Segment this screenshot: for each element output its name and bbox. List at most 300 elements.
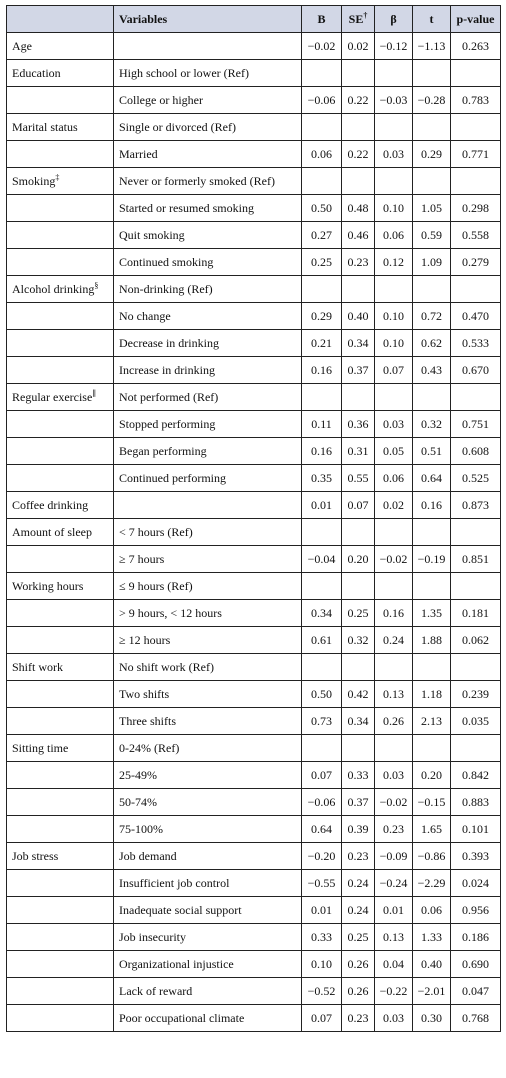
b-cell: −0.55 bbox=[302, 870, 342, 897]
p-value-cell: 0.690 bbox=[451, 951, 501, 978]
beta-cell: 0.13 bbox=[375, 924, 413, 951]
b-cell: 0.01 bbox=[302, 492, 342, 519]
t-cell: 0.51 bbox=[413, 438, 451, 465]
p-value-cell: 0.771 bbox=[451, 141, 501, 168]
p-value-cell bbox=[451, 573, 501, 600]
group-cell bbox=[7, 627, 114, 654]
beta-cell bbox=[375, 114, 413, 141]
b-cell: 0.16 bbox=[302, 438, 342, 465]
b-cell: −0.06 bbox=[302, 87, 342, 114]
b-cell: 0.61 bbox=[302, 627, 342, 654]
variable-cell: Three shifts bbox=[114, 708, 302, 735]
beta-cell bbox=[375, 168, 413, 195]
se-cell: 0.34 bbox=[342, 330, 375, 357]
variable-cell: Continued smoking bbox=[114, 249, 302, 276]
p-value-cell: 0.873 bbox=[451, 492, 501, 519]
se-cell: 0.36 bbox=[342, 411, 375, 438]
se-cell: 0.37 bbox=[342, 789, 375, 816]
t-cell: 0.40 bbox=[413, 951, 451, 978]
table-row bbox=[7, 600, 501, 627]
se-cell: 0.46 bbox=[342, 222, 375, 249]
group-cell bbox=[7, 708, 114, 735]
variable-cell: Insufficient job control bbox=[114, 870, 302, 897]
p-value-cell: 0.533 bbox=[451, 330, 501, 357]
beta-cell: 0.26 bbox=[375, 708, 413, 735]
variable-cell: College or higher bbox=[114, 87, 302, 114]
b-cell bbox=[302, 573, 342, 600]
t-cell bbox=[413, 384, 451, 411]
variable-cell: Organizational injustice bbox=[114, 951, 302, 978]
beta-cell: 0.16 bbox=[375, 600, 413, 627]
variable-cell: 75-100% bbox=[114, 816, 302, 843]
group-cell bbox=[7, 1005, 114, 1032]
group-label: Education bbox=[12, 65, 61, 80]
b-cell: −0.04 bbox=[302, 546, 342, 573]
group-label: Shift work bbox=[12, 659, 63, 674]
se-cell: 0.55 bbox=[342, 465, 375, 492]
table-row bbox=[7, 762, 501, 789]
p-value-cell bbox=[451, 114, 501, 141]
header-se bbox=[342, 6, 375, 33]
table-row bbox=[7, 519, 501, 546]
group-cell bbox=[7, 168, 114, 195]
variable-cell: ≥ 7 hours bbox=[114, 546, 302, 573]
group-cell bbox=[7, 573, 114, 600]
variable-cell: Married bbox=[114, 141, 302, 168]
se-cell: 0.24 bbox=[342, 870, 375, 897]
group-footnote-mark: ∥ bbox=[92, 388, 96, 398]
group-cell bbox=[7, 816, 114, 843]
table-row bbox=[7, 573, 501, 600]
se-cell: 0.31 bbox=[342, 438, 375, 465]
group-cell bbox=[7, 789, 114, 816]
t-cell: −0.15 bbox=[413, 789, 451, 816]
b-cell: 0.07 bbox=[302, 1005, 342, 1032]
p-value-cell: 0.608 bbox=[451, 438, 501, 465]
table-row bbox=[7, 870, 501, 897]
table-row bbox=[7, 627, 501, 654]
regression-table bbox=[6, 5, 501, 1032]
group-cell bbox=[7, 195, 114, 222]
b-cell bbox=[302, 384, 342, 411]
table-row bbox=[7, 303, 501, 330]
beta-cell: 0.06 bbox=[375, 465, 413, 492]
beta-cell: −0.02 bbox=[375, 789, 413, 816]
table-row bbox=[7, 33, 501, 60]
group-cell bbox=[7, 438, 114, 465]
se-cell bbox=[342, 735, 375, 762]
table-row bbox=[7, 168, 501, 195]
t-cell: 0.30 bbox=[413, 1005, 451, 1032]
header-se-footnote-mark: † bbox=[363, 10, 368, 20]
beta-cell: 0.03 bbox=[375, 141, 413, 168]
t-cell: 1.18 bbox=[413, 681, 451, 708]
t-cell bbox=[413, 519, 451, 546]
b-cell: −0.20 bbox=[302, 843, 342, 870]
variable-cell: Quit smoking bbox=[114, 222, 302, 249]
p-value-cell: 0.279 bbox=[451, 249, 501, 276]
table-row bbox=[7, 411, 501, 438]
variable-cell: Lack of reward bbox=[114, 978, 302, 1005]
se-cell: 0.39 bbox=[342, 816, 375, 843]
beta-cell: −0.03 bbox=[375, 87, 413, 114]
group-cell bbox=[7, 978, 114, 1005]
group-footnote-mark: ‡ bbox=[55, 172, 60, 182]
group-cell bbox=[7, 519, 114, 546]
b-cell bbox=[302, 519, 342, 546]
variable-cell: Non-drinking (Ref) bbox=[114, 276, 302, 303]
b-cell bbox=[302, 60, 342, 87]
b-cell: 0.64 bbox=[302, 816, 342, 843]
t-cell: 0.29 bbox=[413, 141, 451, 168]
variable-cell: Single or divorced (Ref) bbox=[114, 114, 302, 141]
p-value-cell bbox=[451, 654, 501, 681]
beta-cell: −0.09 bbox=[375, 843, 413, 870]
t-cell: 0.59 bbox=[413, 222, 451, 249]
group-cell bbox=[7, 33, 114, 60]
t-cell: −1.13 bbox=[413, 33, 451, 60]
b-cell: 0.06 bbox=[302, 141, 342, 168]
se-cell: 0.25 bbox=[342, 924, 375, 951]
beta-cell: 0.05 bbox=[375, 438, 413, 465]
beta-cell: −0.22 bbox=[375, 978, 413, 1005]
table-body bbox=[7, 33, 501, 1032]
header-b: B bbox=[302, 6, 342, 33]
p-value-cell bbox=[451, 276, 501, 303]
variable-cell: Not performed (Ref) bbox=[114, 384, 302, 411]
b-cell: 0.25 bbox=[302, 249, 342, 276]
t-cell: 0.64 bbox=[413, 465, 451, 492]
table-row bbox=[7, 492, 501, 519]
group-cell bbox=[7, 357, 114, 384]
b-cell: 0.29 bbox=[302, 303, 342, 330]
table-row bbox=[7, 438, 501, 465]
variable-cell bbox=[114, 492, 302, 519]
variable-cell: Stopped performing bbox=[114, 411, 302, 438]
group-cell bbox=[7, 546, 114, 573]
group-cell bbox=[7, 60, 114, 87]
header-t: t bbox=[413, 6, 451, 33]
se-cell: 0.22 bbox=[342, 141, 375, 168]
se-cell bbox=[342, 60, 375, 87]
beta-cell: −0.02 bbox=[375, 546, 413, 573]
b-cell bbox=[302, 735, 342, 762]
group-label: Sitting time bbox=[12, 740, 69, 755]
regression-table-container bbox=[6, 5, 500, 1032]
beta-cell: 0.23 bbox=[375, 816, 413, 843]
beta-cell: 0.02 bbox=[375, 492, 413, 519]
variable-cell bbox=[114, 33, 302, 60]
se-cell: 0.20 bbox=[342, 546, 375, 573]
header-variables: Variables bbox=[114, 6, 302, 33]
p-value-cell: 0.263 bbox=[451, 33, 501, 60]
p-value-cell: 0.101 bbox=[451, 816, 501, 843]
group-label: Working hours bbox=[12, 578, 84, 593]
group-label: Amount of sleep bbox=[12, 524, 92, 539]
p-value-cell: 0.186 bbox=[451, 924, 501, 951]
t-cell bbox=[413, 168, 451, 195]
se-cell: 0.07 bbox=[342, 492, 375, 519]
se-cell bbox=[342, 114, 375, 141]
table-row bbox=[7, 276, 501, 303]
se-cell bbox=[342, 573, 375, 600]
group-cell bbox=[7, 897, 114, 924]
variable-cell: Started or resumed smoking bbox=[114, 195, 302, 222]
table-row bbox=[7, 60, 501, 87]
t-cell bbox=[413, 114, 451, 141]
table-row bbox=[7, 357, 501, 384]
group-cell bbox=[7, 141, 114, 168]
b-cell bbox=[302, 114, 342, 141]
se-cell: 0.23 bbox=[342, 843, 375, 870]
beta-cell bbox=[375, 654, 413, 681]
p-value-cell: 0.558 bbox=[451, 222, 501, 249]
beta-cell: 0.03 bbox=[375, 411, 413, 438]
group-cell bbox=[7, 330, 114, 357]
p-value-cell bbox=[451, 735, 501, 762]
beta-cell bbox=[375, 384, 413, 411]
t-cell bbox=[413, 654, 451, 681]
header-group bbox=[7, 6, 114, 33]
t-cell bbox=[413, 60, 451, 87]
p-value-cell: 0.670 bbox=[451, 357, 501, 384]
se-cell: 0.25 bbox=[342, 600, 375, 627]
group-cell bbox=[7, 303, 114, 330]
b-cell: 0.34 bbox=[302, 600, 342, 627]
se-cell: 0.23 bbox=[342, 1005, 375, 1032]
group-label: Job stress bbox=[12, 848, 59, 863]
se-cell bbox=[342, 519, 375, 546]
variable-cell: Never or formerly smoked (Ref) bbox=[114, 168, 302, 195]
variable-cell: Job demand bbox=[114, 843, 302, 870]
table-row bbox=[7, 546, 501, 573]
t-cell: 2.13 bbox=[413, 708, 451, 735]
table-row bbox=[7, 249, 501, 276]
header-beta: β bbox=[375, 6, 413, 33]
table-row bbox=[7, 87, 501, 114]
t-cell bbox=[413, 276, 451, 303]
variable-cell: Began performing bbox=[114, 438, 302, 465]
group-cell bbox=[7, 762, 114, 789]
t-cell bbox=[413, 735, 451, 762]
table-row bbox=[7, 735, 501, 762]
t-cell: 0.72 bbox=[413, 303, 451, 330]
b-cell: 0.16 bbox=[302, 357, 342, 384]
b-cell: 0.50 bbox=[302, 195, 342, 222]
variable-cell: Poor occupational climate bbox=[114, 1005, 302, 1032]
group-cell bbox=[7, 681, 114, 708]
table-row bbox=[7, 951, 501, 978]
b-cell: −0.02 bbox=[302, 33, 342, 60]
t-cell: −2.29 bbox=[413, 870, 451, 897]
p-value-cell bbox=[451, 60, 501, 87]
p-value-cell bbox=[451, 168, 501, 195]
b-cell: 0.35 bbox=[302, 465, 342, 492]
group-cell bbox=[7, 951, 114, 978]
table-row bbox=[7, 816, 501, 843]
group-cell bbox=[7, 465, 114, 492]
variable-cell: Continued performing bbox=[114, 465, 302, 492]
beta-cell: 0.03 bbox=[375, 1005, 413, 1032]
variable-cell: 0-24% (Ref) bbox=[114, 735, 302, 762]
b-cell: −0.06 bbox=[302, 789, 342, 816]
beta-cell: 0.04 bbox=[375, 951, 413, 978]
variable-cell: ≥ 12 hours bbox=[114, 627, 302, 654]
t-cell: 1.35 bbox=[413, 600, 451, 627]
se-cell: 0.26 bbox=[342, 978, 375, 1005]
p-value-cell: 0.883 bbox=[451, 789, 501, 816]
p-value-cell: 0.047 bbox=[451, 978, 501, 1005]
t-cell: 0.62 bbox=[413, 330, 451, 357]
se-cell: 0.26 bbox=[342, 951, 375, 978]
beta-cell bbox=[375, 735, 413, 762]
t-cell: −2.01 bbox=[413, 978, 451, 1005]
p-value-cell: 0.851 bbox=[451, 546, 501, 573]
p-value-cell: 0.751 bbox=[451, 411, 501, 438]
se-cell: 0.23 bbox=[342, 249, 375, 276]
variable-cell: < 7 hours (Ref) bbox=[114, 519, 302, 546]
beta-cell: 0.10 bbox=[375, 303, 413, 330]
p-value-cell: 0.393 bbox=[451, 843, 501, 870]
beta-cell bbox=[375, 573, 413, 600]
variable-cell: ≤ 9 hours (Ref) bbox=[114, 573, 302, 600]
group-cell bbox=[7, 843, 114, 870]
group-cell bbox=[7, 870, 114, 897]
beta-cell: 0.24 bbox=[375, 627, 413, 654]
variable-cell: 25-49% bbox=[114, 762, 302, 789]
t-cell: 1.33 bbox=[413, 924, 451, 951]
table-row bbox=[7, 708, 501, 735]
group-cell bbox=[7, 222, 114, 249]
se-cell: 0.42 bbox=[342, 681, 375, 708]
b-cell bbox=[302, 654, 342, 681]
group-cell bbox=[7, 492, 114, 519]
t-cell: 1.88 bbox=[413, 627, 451, 654]
p-value-cell: 0.062 bbox=[451, 627, 501, 654]
table-row bbox=[7, 681, 501, 708]
variable-cell: Inadequate social support bbox=[114, 897, 302, 924]
variable-cell: No shift work (Ref) bbox=[114, 654, 302, 681]
t-cell bbox=[413, 573, 451, 600]
group-label: Alcohol drinking bbox=[12, 281, 95, 296]
p-value-cell: 0.035 bbox=[451, 708, 501, 735]
beta-cell bbox=[375, 60, 413, 87]
variable-cell: No change bbox=[114, 303, 302, 330]
se-cell: 0.37 bbox=[342, 357, 375, 384]
variable-cell: Increase in drinking bbox=[114, 357, 302, 384]
beta-cell: 0.12 bbox=[375, 249, 413, 276]
group-label: Regular exercise bbox=[12, 389, 93, 404]
se-cell: 0.02 bbox=[342, 33, 375, 60]
se-cell: 0.22 bbox=[342, 87, 375, 114]
t-cell: 1.65 bbox=[413, 816, 451, 843]
beta-cell: −0.24 bbox=[375, 870, 413, 897]
beta-cell: 0.10 bbox=[375, 330, 413, 357]
p-value-cell: 0.956 bbox=[451, 897, 501, 924]
p-value-cell: 0.525 bbox=[451, 465, 501, 492]
table-row bbox=[7, 195, 501, 222]
p-value-cell: 0.024 bbox=[451, 870, 501, 897]
beta-cell: 0.13 bbox=[375, 681, 413, 708]
group-label: Smoking bbox=[12, 173, 56, 188]
variable-cell: 50-74% bbox=[114, 789, 302, 816]
table-row bbox=[7, 384, 501, 411]
group-label: Age bbox=[12, 38, 32, 53]
beta-cell: 0.03 bbox=[375, 762, 413, 789]
group-cell bbox=[7, 87, 114, 114]
se-cell: 0.32 bbox=[342, 627, 375, 654]
beta-cell: −0.12 bbox=[375, 33, 413, 60]
se-cell bbox=[342, 384, 375, 411]
t-cell: 1.09 bbox=[413, 249, 451, 276]
group-cell bbox=[7, 654, 114, 681]
variable-cell: High school or lower (Ref) bbox=[114, 60, 302, 87]
group-footnote-mark: § bbox=[94, 280, 99, 290]
t-cell: −0.19 bbox=[413, 546, 451, 573]
table-row bbox=[7, 141, 501, 168]
variable-cell: > 9 hours, < 12 hours bbox=[114, 600, 302, 627]
group-cell bbox=[7, 249, 114, 276]
b-cell: 0.73 bbox=[302, 708, 342, 735]
t-cell: −0.86 bbox=[413, 843, 451, 870]
t-cell: 1.05 bbox=[413, 195, 451, 222]
p-value-cell: 0.783 bbox=[451, 87, 501, 114]
table-row bbox=[7, 330, 501, 357]
p-value-cell: 0.298 bbox=[451, 195, 501, 222]
p-value-cell: 0.470 bbox=[451, 303, 501, 330]
beta-cell: 0.07 bbox=[375, 357, 413, 384]
b-cell: −0.52 bbox=[302, 978, 342, 1005]
p-value-cell: 0.842 bbox=[451, 762, 501, 789]
p-value-cell bbox=[451, 384, 501, 411]
se-cell: 0.33 bbox=[342, 762, 375, 789]
beta-cell: 0.01 bbox=[375, 897, 413, 924]
t-cell: 0.16 bbox=[413, 492, 451, 519]
table-row bbox=[7, 222, 501, 249]
table-row bbox=[7, 465, 501, 492]
se-cell bbox=[342, 276, 375, 303]
b-cell bbox=[302, 168, 342, 195]
b-cell: 0.21 bbox=[302, 330, 342, 357]
b-cell bbox=[302, 276, 342, 303]
variable-cell: Decrease in drinking bbox=[114, 330, 302, 357]
group-label: Coffee drinking bbox=[12, 497, 89, 512]
group-cell bbox=[7, 276, 114, 303]
t-cell: 0.43 bbox=[413, 357, 451, 384]
group-cell bbox=[7, 384, 114, 411]
se-cell bbox=[342, 168, 375, 195]
p-value-cell: 0.181 bbox=[451, 600, 501, 627]
se-cell bbox=[342, 654, 375, 681]
beta-cell: 0.10 bbox=[375, 195, 413, 222]
beta-cell bbox=[375, 519, 413, 546]
group-label: Marital status bbox=[12, 119, 78, 134]
table-row bbox=[7, 654, 501, 681]
b-cell: 0.07 bbox=[302, 762, 342, 789]
se-cell: 0.24 bbox=[342, 897, 375, 924]
p-value-cell: 0.239 bbox=[451, 681, 501, 708]
se-cell: 0.40 bbox=[342, 303, 375, 330]
header-p-value: p-value bbox=[451, 6, 501, 33]
beta-cell bbox=[375, 276, 413, 303]
group-cell bbox=[7, 735, 114, 762]
t-cell: 0.32 bbox=[413, 411, 451, 438]
b-cell: 0.01 bbox=[302, 897, 342, 924]
t-cell: 0.20 bbox=[413, 762, 451, 789]
table-row bbox=[7, 1005, 501, 1032]
group-cell bbox=[7, 600, 114, 627]
header-row bbox=[7, 6, 501, 33]
